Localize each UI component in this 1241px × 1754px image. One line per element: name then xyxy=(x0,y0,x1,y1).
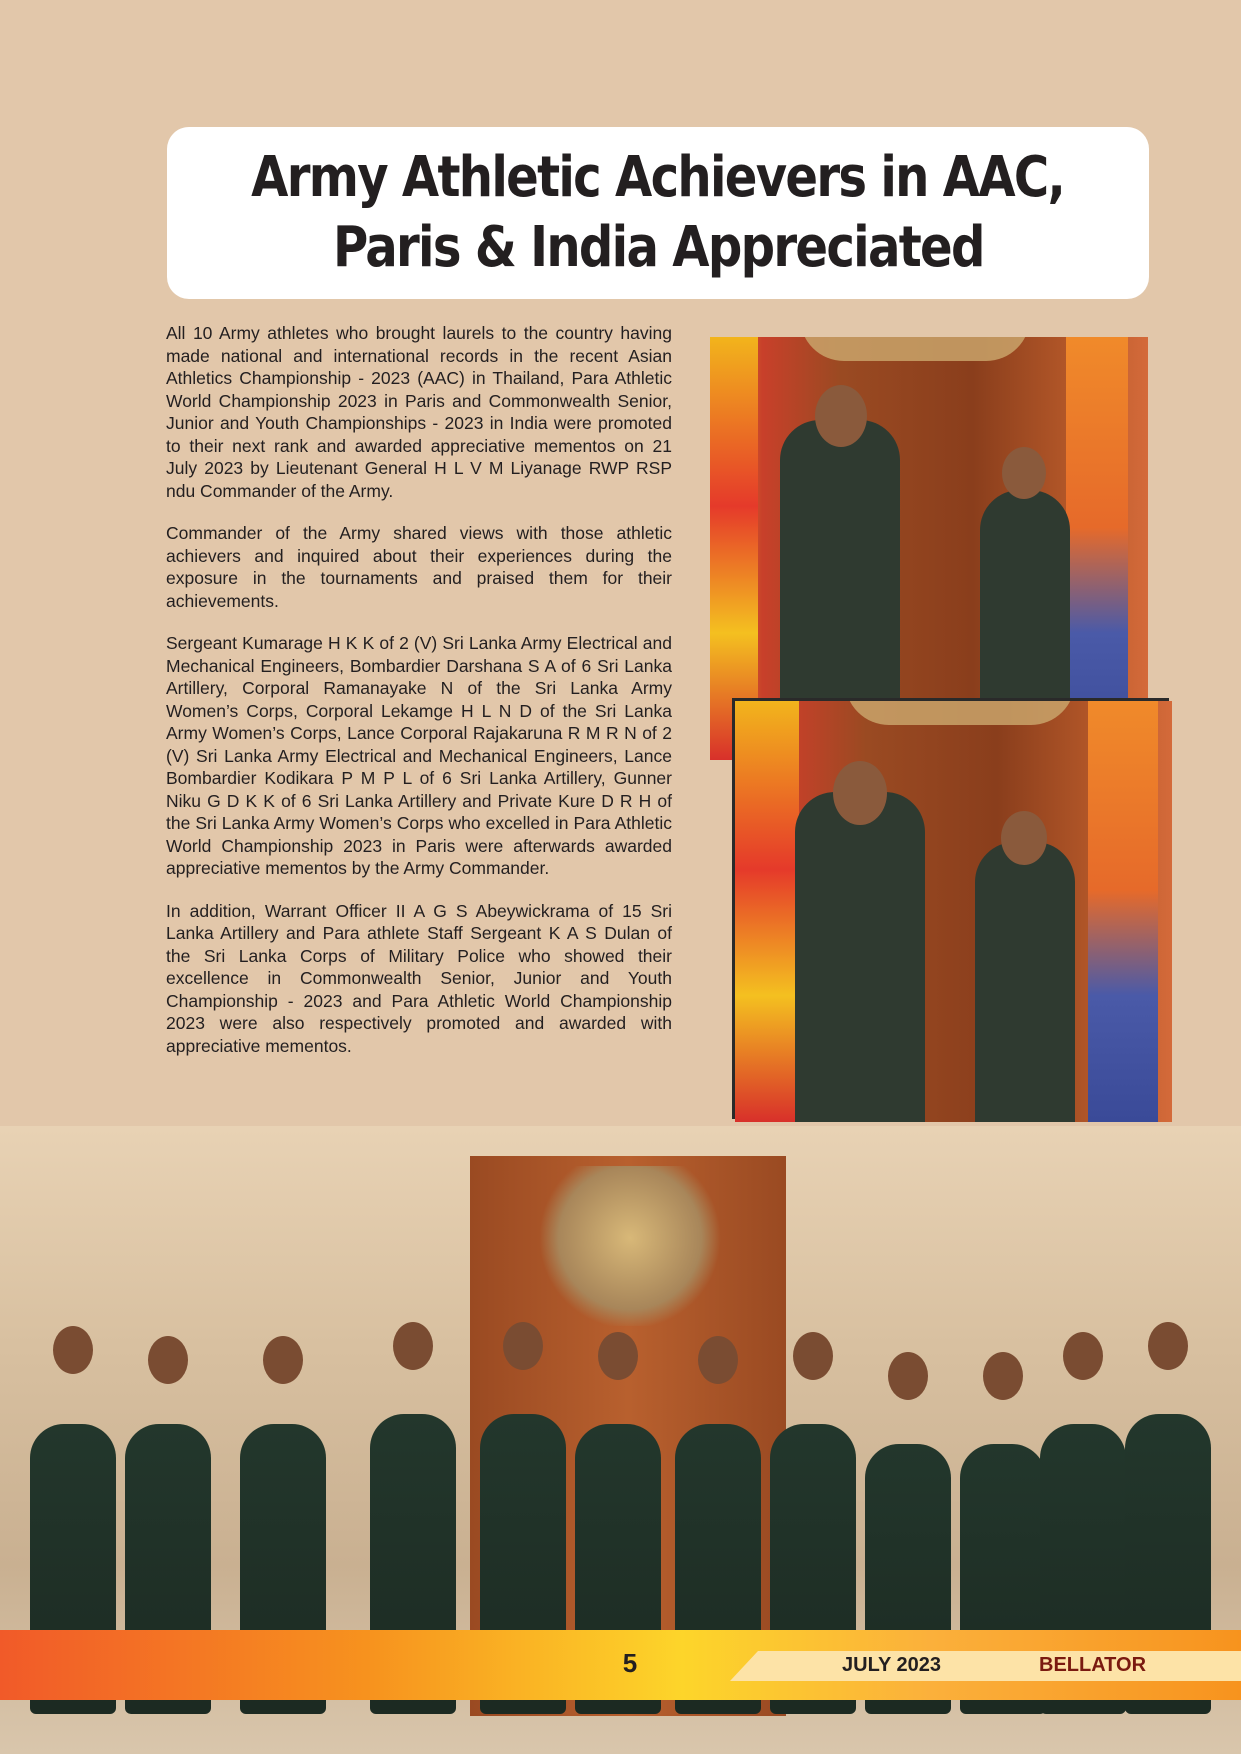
commander-head xyxy=(815,385,867,447)
photo-memento-presentation-1 xyxy=(710,337,1148,760)
soldier-head xyxy=(983,1352,1023,1400)
athlete-head xyxy=(1002,447,1046,499)
issue-date: JULY 2023 xyxy=(842,1654,941,1676)
army-flag xyxy=(1066,337,1128,760)
athlete-figure xyxy=(975,842,1075,1122)
soldier-head xyxy=(503,1322,543,1370)
soldier-head xyxy=(393,1322,433,1370)
magazine-name: BELLATOR xyxy=(1039,1654,1147,1676)
photo-memento-presentation-2 xyxy=(735,701,1172,1122)
page-number: 5 xyxy=(622,1648,638,1678)
footer-ribbon xyxy=(730,1651,1241,1681)
soldier-head xyxy=(1063,1332,1103,1380)
commander-figure xyxy=(795,792,925,1122)
soldier-head xyxy=(1148,1322,1188,1370)
soldier-head xyxy=(53,1326,93,1374)
army-crest xyxy=(535,1166,725,1326)
army-flag xyxy=(1088,701,1158,1122)
athlete-head xyxy=(1001,811,1047,865)
article-paragraph: In addition, Warrant Officer II A G S Abeywickrama of 15 Sri Lanka Artillery and Para athlete Staff Sergeant K A S Dulan of the Sri Lanka Corps of Military Police who showed their excellence in Commonwealth Senior, Junior and Youth Championship - 2023 and Para Athletic World Championship 2023 were also respectively promoted and awarded with appreciative mementos. xyxy=(166,900,672,1056)
article-paragraph: All 10 Army athletes who brought laurels to the country having made national and international records in the recent Asian Athletics Championship - 2023 (AAC) in Thailand, Para Athletic World Championship 2023 in Paris and Commonwealth Senior, Junior and Youth Championships - 2023 in India were promoted to their next rank and awarded appreciative mementos on 21 July 2023 by Lieutenant General H L V M Liyanage RWP RSP ndu Commander of the Army. xyxy=(166,323,672,501)
article-paragraph: Commander of the Army shared views with those athletic achievers and inquired about their experiences during the exposure in the tournaments and praised them for their achievements. xyxy=(166,523,672,611)
title-box xyxy=(167,127,1149,299)
national-flag xyxy=(710,337,758,760)
commander-head xyxy=(833,761,887,825)
page-title-line-2: Paris & India Appreciated xyxy=(332,215,984,280)
army-emblem xyxy=(800,337,1030,361)
army-emblem xyxy=(845,701,1075,725)
soldier-head xyxy=(598,1332,638,1380)
soldier-head xyxy=(148,1336,188,1384)
article-paragraph: Sergeant Kumarage H K K of 2 (V) Sri Lanka Army Electrical and Mechanical Engineers, Bombardier Darshana S A of 6 Sri Lanka Artillery, Corporal Ramanayake N of the Sri Lanka Army Women’s Corps, Corporal Lekamge H L N D of the Sri Lanka Army Women’s Corps, Lance Corporal Rajakaruna R M R N of 2 (V) Sri Lanka Army Electrical and Mechanical Engineers, Lance Bombardier Kodikara P M P L of 6 Sri Lanka Artillery, Gunner Niku G D K K of 6 Sri Lanka Artillery and Private Kure D R H of the Sri Lanka Army Women’s Corps who excelled in Para Athletic World Championship 2023 in Paris were afterwards awarded appreciative mementos by the Army Commander. xyxy=(166,633,672,878)
soldier-head xyxy=(888,1352,928,1400)
soldier-head xyxy=(698,1336,738,1384)
article-body xyxy=(166,322,672,1077)
national-flag xyxy=(735,701,799,1122)
soldier-head xyxy=(793,1332,833,1380)
soldier-head xyxy=(263,1336,303,1384)
page-title-line-1: Army Athletic Achievers in AAC, xyxy=(251,145,1065,210)
